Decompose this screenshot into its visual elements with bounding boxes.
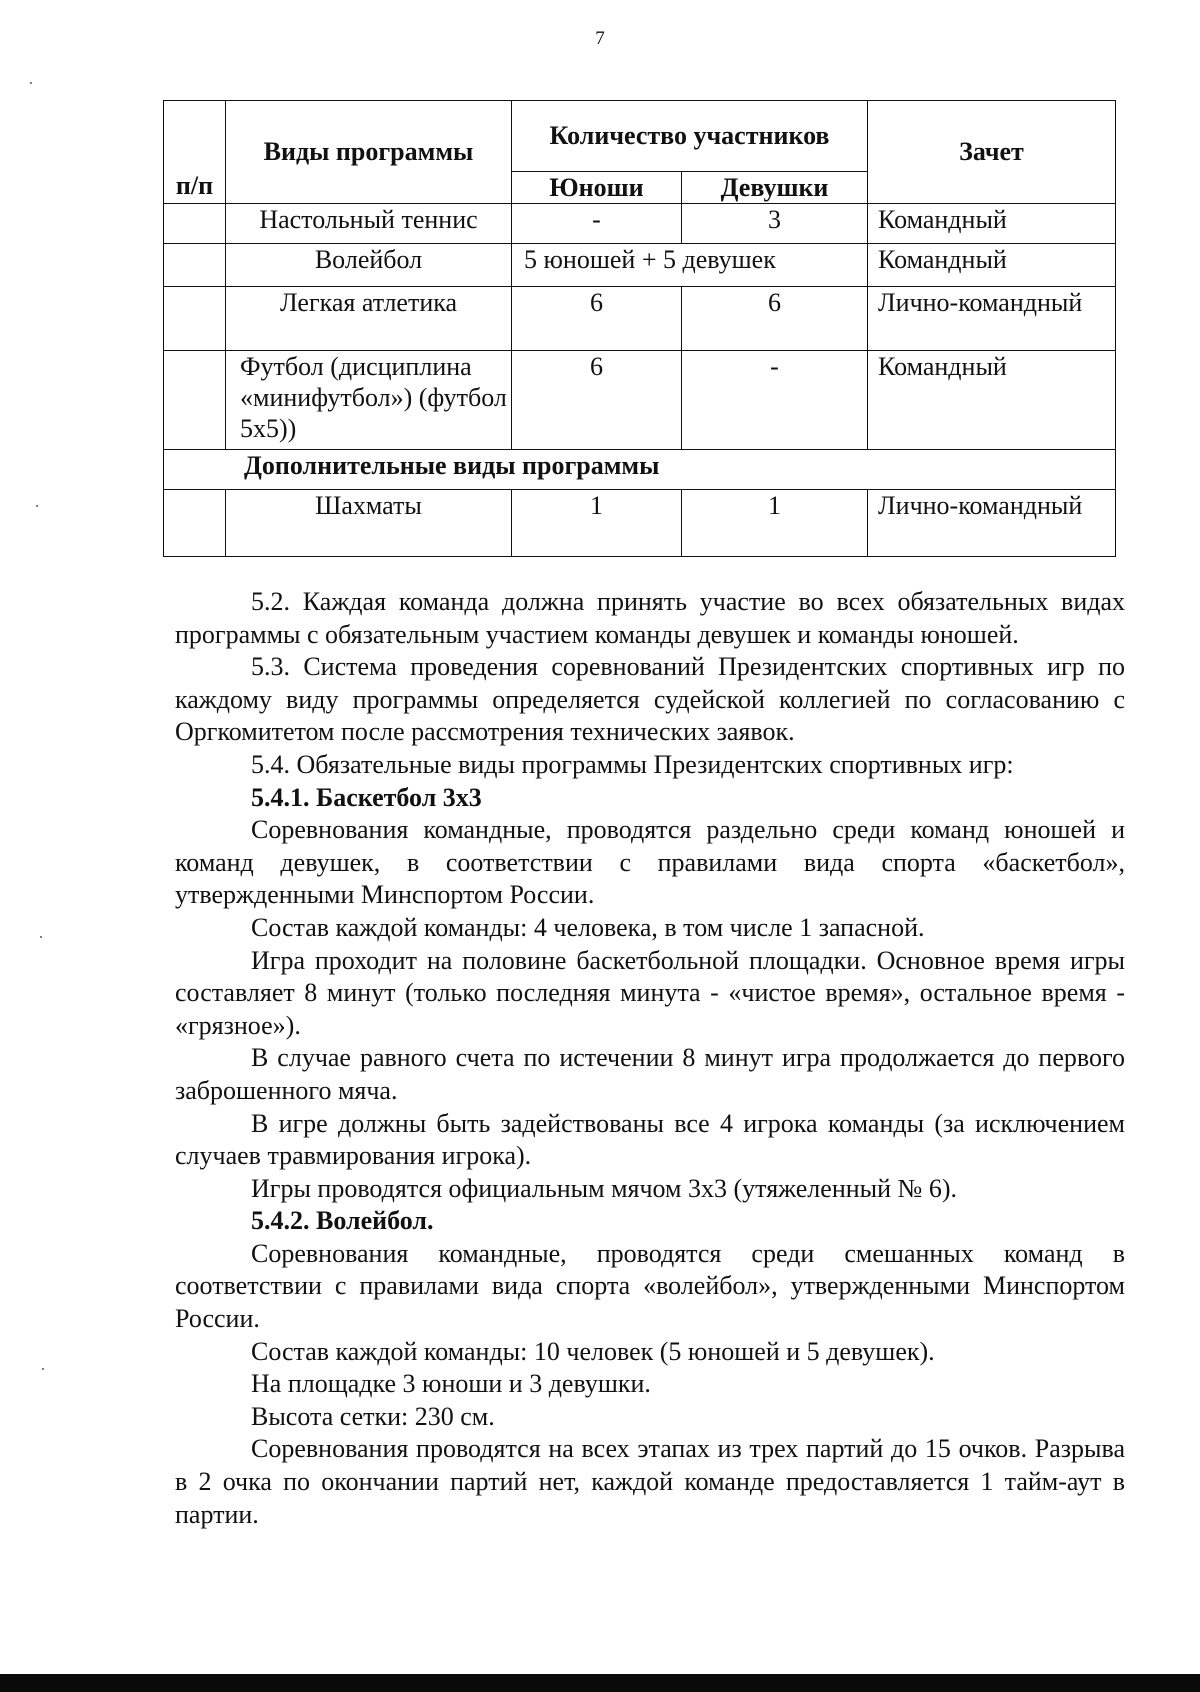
- row-num-cell: [164, 286, 226, 351]
- row-num-cell: [164, 244, 226, 286]
- scan-speck: [40, 936, 42, 938]
- row-program-type: Футбол (дисциплина «минифутбол») (футбол 5x5)): [226, 351, 512, 450]
- row-scoring: Командный: [868, 203, 1116, 243]
- header-program-types: Виды программы: [226, 101, 512, 204]
- row-scoring: Лично-командный: [868, 490, 1116, 557]
- scan-speck: [42, 1368, 44, 1370]
- header-girls: Девушки: [682, 171, 868, 203]
- section-heading-volleyball: 5.4.2. Волейбол.: [251, 1206, 434, 1236]
- paragraph: Состав каждой команды: 10 человек (5 юношей и 5 девушек).: [251, 1336, 935, 1366]
- table-row: [164, 203, 1116, 243]
- row-program-type: Настольный теннис: [226, 203, 512, 243]
- row-program-type: Волейбол: [226, 244, 512, 286]
- page-number: 7: [595, 28, 605, 49]
- row-boys-count: 1: [512, 490, 682, 557]
- header-boys: Юноши: [512, 171, 682, 203]
- paragraph: Высота сетки: 230 см.: [251, 1401, 495, 1431]
- header-num: п/п: [164, 101, 226, 204]
- table-row: [164, 286, 1116, 351]
- header-participant-count: Количество участников: [512, 101, 868, 172]
- row-num-cell: [164, 203, 226, 243]
- paragraph: Состав каждой команды: 4 человека, в том числе 1 запасной.: [251, 912, 925, 942]
- scan-speck: [30, 82, 32, 84]
- scan-speck: [36, 505, 38, 507]
- program-table: [163, 100, 1116, 557]
- paragraph: В случае равного счета по истечении 8 минут игра продолжается до первого заброшенного мяча.: [175, 1043, 1125, 1105]
- table-row: [164, 351, 1116, 450]
- row-girls-count: -: [682, 351, 868, 450]
- header-scoring: Зачет: [868, 101, 1116, 204]
- row-boys-count: -: [512, 203, 682, 243]
- section-heading-basketball: 5.4.1. Баскетбол 3x3: [251, 782, 482, 812]
- row-program-type: Шахматы: [226, 490, 512, 557]
- table-row: [164, 490, 1116, 557]
- paragraph: Игра проходит на половине баскетбольной площадки. Основное время игры составляет 8 минут (только последняя минута - «чистое время», остальное время - «грязное»).: [175, 945, 1125, 1040]
- paragraph: 5.4. Обязательные виды программы Президентских спортивных игр:: [251, 749, 1014, 779]
- paragraph: Соревнования командные, проводятся раздельно среди команд юношей и команд девушек, в соответствии с правилами вида спорта «баскетбол», утвержденными Минспортом России.: [175, 815, 1125, 910]
- row-girls-count: 3: [682, 203, 868, 243]
- row-program-type: Легкая атлетика: [226, 286, 512, 351]
- row-girls-count: 6: [682, 286, 868, 351]
- row-scoring: Командный: [868, 351, 1116, 450]
- row-boys-count: 6: [512, 286, 682, 351]
- row-num-cell: [164, 490, 226, 557]
- row-scoring: Командный: [868, 244, 1116, 286]
- row-girls-count: 1: [682, 490, 868, 557]
- section-title-extra-programs: Дополнительные виды программы: [164, 450, 1116, 490]
- row-boys-count: 6: [512, 351, 682, 450]
- paragraph: Соревнования командные, проводятся среди смешанных команд в соответствии с правилами вида спорта «волейбол», утвержденными Минспортом России.: [175, 1238, 1125, 1334]
- paragraph: На площадке 3 юноши и 3 девушки.: [251, 1369, 651, 1399]
- scan-bottom-edge: [0, 1674, 1200, 1692]
- row-merged-count: 5 юношей + 5 девушек: [512, 244, 868, 286]
- paragraph: 5.2. Каждая команда должна принять участие во всех обязательных видах программы с обязательным участием команды девушек и команды юношей.: [175, 587, 1125, 649]
- paragraph: В игре должны быть задействованы все 4 игрока команды (за исключением случаев травмирования игрока).: [175, 1108, 1125, 1171]
- body-text: [175, 586, 1125, 1531]
- paragraph: Соревнования проводятся на всех этапах из трех партий до 15 очков. Разрыва в 2 очка по окончании партий нет, каждой команде предоставляется 1 тайм-аут в партии.: [175, 1434, 1125, 1529]
- row-num-cell: [164, 351, 226, 450]
- paragraph: Игры проводятся официальным мячом 3x3 (утяжеленный № 6).: [251, 1173, 957, 1203]
- paragraph: 5.3. Система проведения соревнований Президентских спортивных игр по каждому виду программы определяется судейской коллегией по согласованию с Оргкомитетом после рассмотрения технических заявок.: [175, 652, 1125, 747]
- table-row: [164, 244, 1116, 286]
- row-scoring: Лично-командный: [868, 286, 1116, 351]
